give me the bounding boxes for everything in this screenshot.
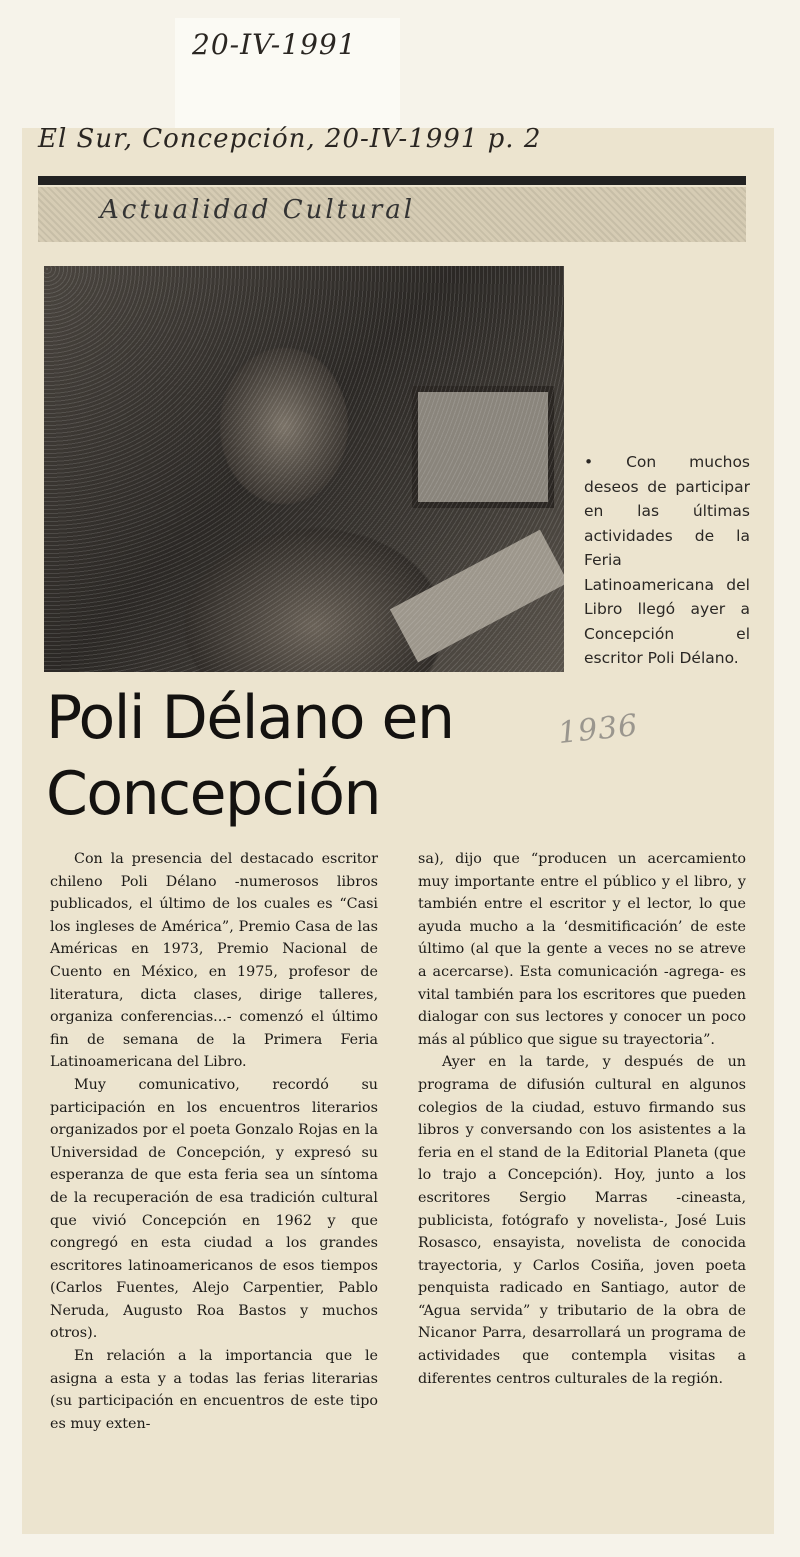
margin-number: 1936 bbox=[556, 707, 640, 752]
photo-paper-shape bbox=[390, 530, 564, 663]
section-banner bbox=[38, 187, 746, 242]
photo-window-shape bbox=[412, 386, 554, 508]
article-column-right bbox=[418, 848, 746, 1390]
article-paragraph: En relación a la importancia que le asigna a esta y a todas las ferias literarias (su participación en encuentros de este tipo es muy exten- bbox=[50, 1348, 378, 1432]
handwritten-date: 20-IV-1991 bbox=[192, 28, 357, 61]
article-paragraph: Ayer en la tarde, y después de un programa de difusión cultural en algunos colegios de la ciudad, estuvo firmando sus libros y conversando con los asistentes a la feria en el stand de la Editorial Planeta (que lo trajo a Concepción). Hoy, junto a los escritores Sergio Marras -cineasta, publicista, fotógrafo y novelista-, José Luis Rosasco, ensayista, novelista de conocida trayectoria, y Carlos Cosiña, joven poeta penquista radicado en Santiago, autor de “Agua servida” y tributario de la obra de Nicanor Parra, desarrollará un programa de actividades que contempla visitas a diferentes centros culturales de la región. bbox=[418, 1054, 746, 1387]
article-paragraph: Con la presencia del destacado escritor chileno Poli Délano -numerosos libros publicados, el último de los cuales es “Casi los ingleses de América”, Premio Casa de las Américas en 1973, Premio Nacional de Cuento en México, en 1975, profesor de literatura, dicta clases, dirige talleres, organiza conferencias...- comenzó el último fin de semana de la Primera Feria Latinoamericana del Libro. bbox=[50, 851, 378, 1071]
article-paragraph: sa), dijo que “producen un acercamiento muy importante entre el público y el libro, y también entre el escritor y el lector, lo que ayuda mucho a la ‘desmitificación’ de este último (al que la gente a veces no se atreve a acercarse). Esta comunicación -agrega- es vital también para los escritores que pueden dialogar con sus lectores y conocer un poco más al público que sigue su trayectoria”. bbox=[418, 851, 746, 1048]
article-paragraph: Muy comunicativo, recordó su participación en los encuentros literarios organizados por el poeta Gonzalo Rojas en la Universidad de Concepción, y expresó su esperanza de que esta feria sea un síntoma de la recuperación de esa tradición cultural que vivió Concepción en 1962 y que congregó en esta ciudad a los grandes escritores latinoamericanos de esos tiempos (Carlos Fuentes, Alejo Carpentier, Pablo Neruda, Augusto Roa Bastos y muchos otros). bbox=[50, 1076, 378, 1342]
handwritten-source: El Sur, Concepción, 20-IV-1991 p. 2 bbox=[38, 124, 542, 154]
section-title: Actualidad Cultural bbox=[100, 195, 416, 225]
article-column-left bbox=[50, 848, 378, 1435]
photo-caption: • Con muchos deseos de participar en las últimas actividades de la Feria Latinoamericana del Libro llegó ayer a Concepción el escritor Poli Délano. bbox=[584, 453, 750, 667]
article-headline: Poli Délano en Concepción bbox=[46, 683, 454, 829]
portrait-photo bbox=[44, 266, 564, 672]
top-rule bbox=[38, 176, 746, 185]
